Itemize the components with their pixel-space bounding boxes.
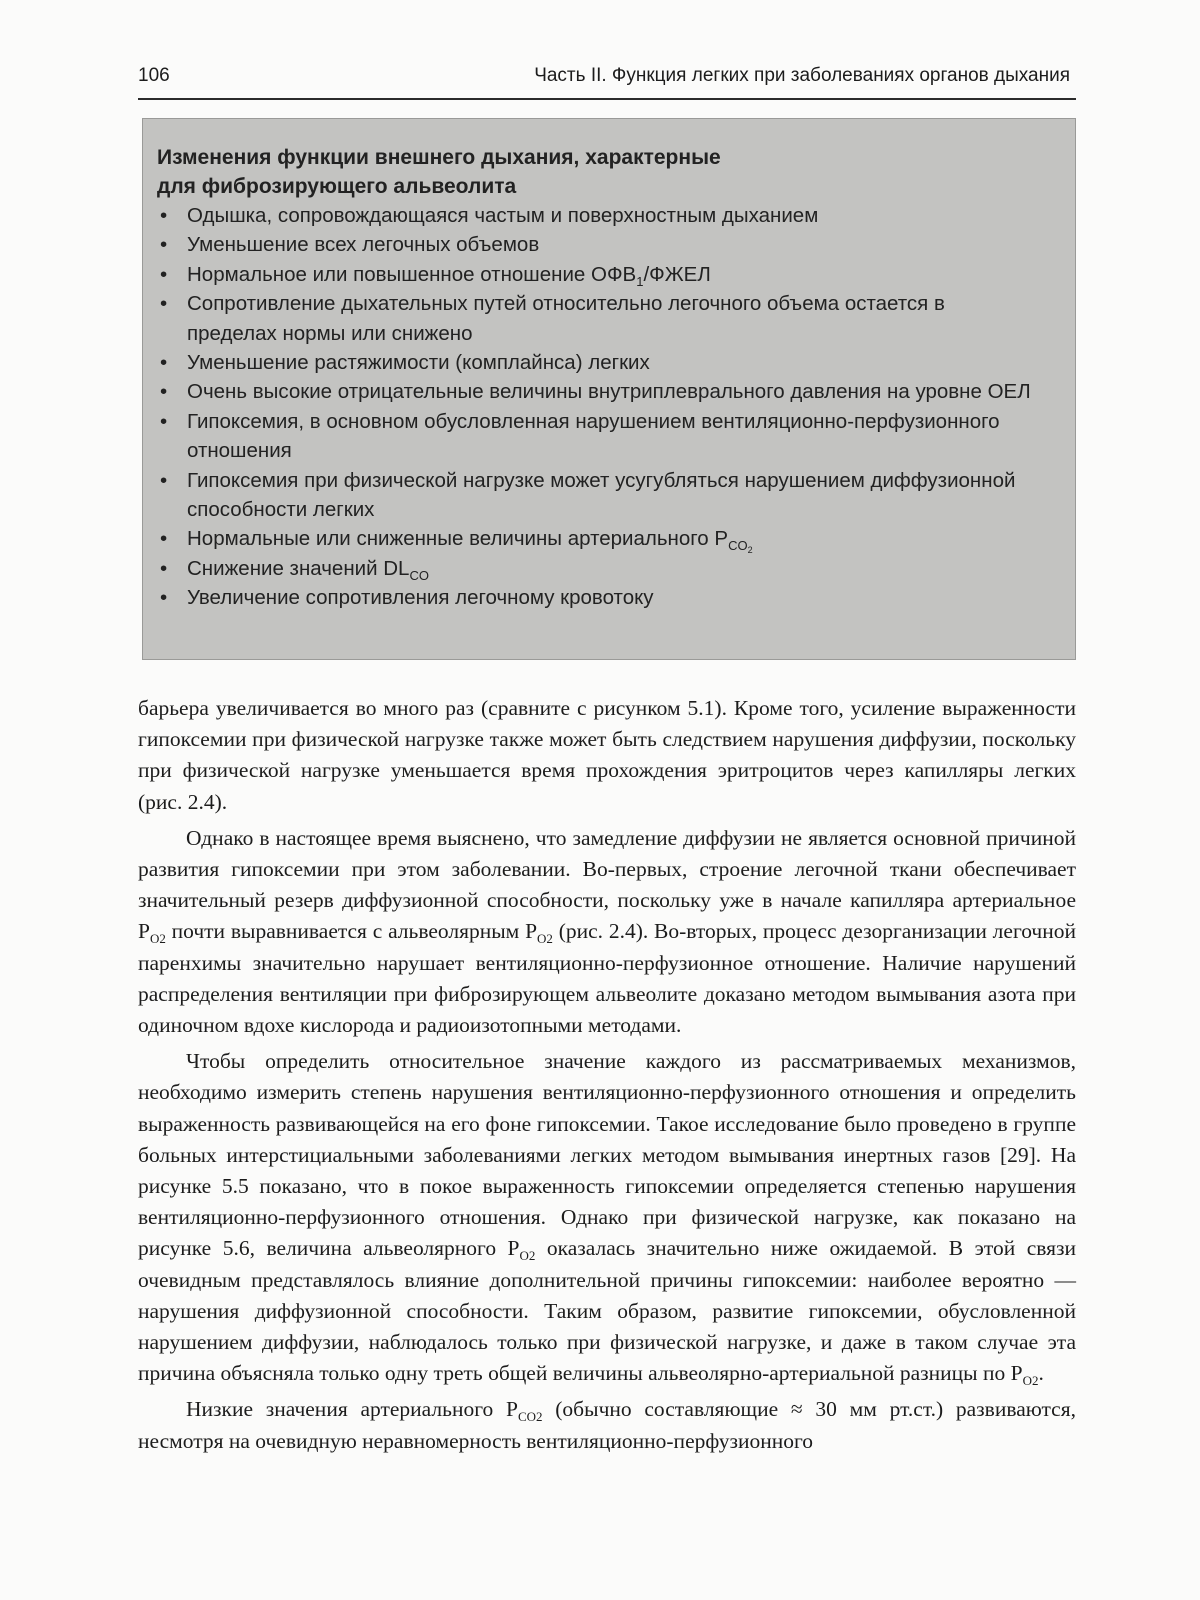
box-list-item [157, 260, 1035, 289]
bullet-icon: • [160, 556, 168, 580]
box-item-text: Гипоксемия, в основном обусловленная нарушением вентиляционно-перфузионного отношения [187, 409, 1000, 463]
bullet-icon: • [160, 380, 168, 404]
box-list-item [157, 377, 1035, 406]
paragraph [138, 1394, 1076, 1456]
box-list-item [157, 348, 1035, 377]
subscript [728, 538, 753, 556]
subscript: O2 [149, 931, 166, 947]
box-list-item [157, 583, 1035, 612]
box-item-text: Нормальные или сниженные величины артериального P [187, 527, 729, 551]
paragraph-text: (обычно составляющие ≈ 30 мм рт.ст.) развиваются, несмотря на очевидную неравномерность вентиляционно-перфузионного [138, 1397, 1076, 1453]
paragraph-text: Чтобы определить относительное значение каждого из рассматриваемых механизмов, необходимо измерить степень нарушения вентиляционно-перфузионного отношения и определить выраженность развивающейся на его фоне гипоксемии. Такое исследование было проведено в группе больных интерстициальными заболеваниями легких методом вымывания инертных газов [29]. На рисунке 5.5 показано, что в покое выраженность гипоксемии определяется степенью нарушения вентиляционно-перфузионного отношения. Однако при физической нагрузке, как показано на рисунке 5.6, величина альвеолярного P [138, 1049, 1076, 1261]
paragraph: барьера увеличивается во много раз (сравните с рисунком 5.1). Кроме того, усиление выраженности гипоксемии при физической нагрузке также может быть следствием нарушения диффузии, поскольку при физической нагрузке уменьшается время прохождения эритроцитов через капилляры легких (рис. 2.4). [138, 696, 1076, 814]
box-title-line: для фиброзирующего альвеолита [157, 175, 517, 198]
box-list-item [157, 289, 1035, 348]
running-head-title: Часть II. Функция легких при заболеваниях органов дыхания [534, 65, 1070, 86]
paragraph-text: почти выравнивается с альвеолярным P [165, 919, 538, 944]
subscript: CO [409, 567, 429, 583]
paragraph-text: Однако в настоящее время выяснено, что замедление диффузии не является основной причиной развития гипоксемии при этом заболевании. Во-первых, строение легочной ткани обеспечивает значительный резерв диффузионной способности, поскольку уже в начале капилляра артериальное P [138, 825, 1076, 944]
box-list-item [157, 554, 1035, 583]
bullet-icon: • [160, 204, 168, 227]
subscript: O2 [1022, 1373, 1039, 1389]
bullet-icon: • [160, 262, 168, 286]
subscript-text: CO [728, 538, 748, 554]
subscript: CO2 [517, 1409, 543, 1425]
sub-subscript: 2 [747, 545, 753, 556]
box-item-text: Очень высокие отрицательные величины внутриплеврального давления на уровне ОЕЛ [187, 380, 1031, 404]
paragraph-text: Низкие значения артериального P [186, 1397, 518, 1422]
bullet-icon: • [160, 233, 168, 257]
page-number: 106 [138, 65, 170, 86]
bullet-icon: • [160, 409, 168, 433]
box-title-line: Изменения функции внешнего дыхания, характерные [157, 146, 721, 169]
body-text [138, 693, 1076, 1457]
box-list [157, 201, 1035, 613]
box-item-text: Снижение значений DL [187, 556, 410, 580]
box-item-text: Нормальное или повышенное отношение ОФВ [187, 262, 637, 286]
bullet-icon: • [160, 351, 168, 375]
paragraph [138, 1046, 1076, 1389]
subscript: 1 [636, 273, 644, 289]
box-item-text: Сопротивление дыхательных путей относительно легочного объема остается в пределах нормы или снижено [187, 292, 945, 345]
box-item-text: Гипоксемия при физической нагрузке может усугубляться нарушением диффузионной способности легких [187, 468, 1016, 522]
bullet-icon: • [160, 292, 168, 316]
subscript: O2 [519, 1248, 536, 1264]
summary-box [142, 118, 1076, 660]
box-item-text: Уменьшение растяжимости (комплайнса) легких [187, 351, 650, 375]
box-title [157, 143, 1035, 201]
box-item-text: /ФЖЕЛ [643, 262, 711, 286]
paragraph-text: оказалась значительно ниже ожидаемой. В этой связи очевидным представлялось влияние дополнительной причины гипоксемии: наиболее вероятно — нарушения диффузионной способности. Таким образом, развитие гипоксемии, обусловленной нарушением диффузии, наблюдалось только при физической нагрузке, и даже в таком случае эта причина объясняла только одну треть общей величины альвеолярно-артериальной разницы по P [138, 1236, 1076, 1386]
paragraph-text: (рис. 2.4). Во-вторых, процесс дезорганизации легочной паренхимы значительно нарушает вентиляционно-перфузионное отношение. Наличие нарушений распределения вентиляции при фиброзирующем альвеолите доказано методом вымывания азота при одиночном вдохе кислорода и радиоизотопными методами. [138, 919, 1076, 1038]
box-list-item [157, 201, 1035, 230]
paragraph-text: . [1038, 1361, 1044, 1386]
box-item-text: Уменьшение всех легочных объемов [187, 233, 540, 257]
paragraph [138, 823, 1076, 1041]
box-list-item [157, 407, 1035, 466]
bullet-icon: • [160, 586, 168, 610]
bullet-icon: • [160, 527, 168, 551]
bullet-icon: • [160, 468, 168, 492]
box-item-text: Увеличение сопротивления легочному кровотоку [187, 586, 654, 610]
running-header [138, 58, 1076, 100]
subscript: O2 [537, 931, 553, 947]
box-list-item [157, 230, 1035, 259]
box-list-item [157, 466, 1035, 525]
box-item-text: Одышка, сопровождающаяся частым и поверхностным дыханием [187, 204, 819, 227]
box-list-item [157, 524, 1035, 556]
